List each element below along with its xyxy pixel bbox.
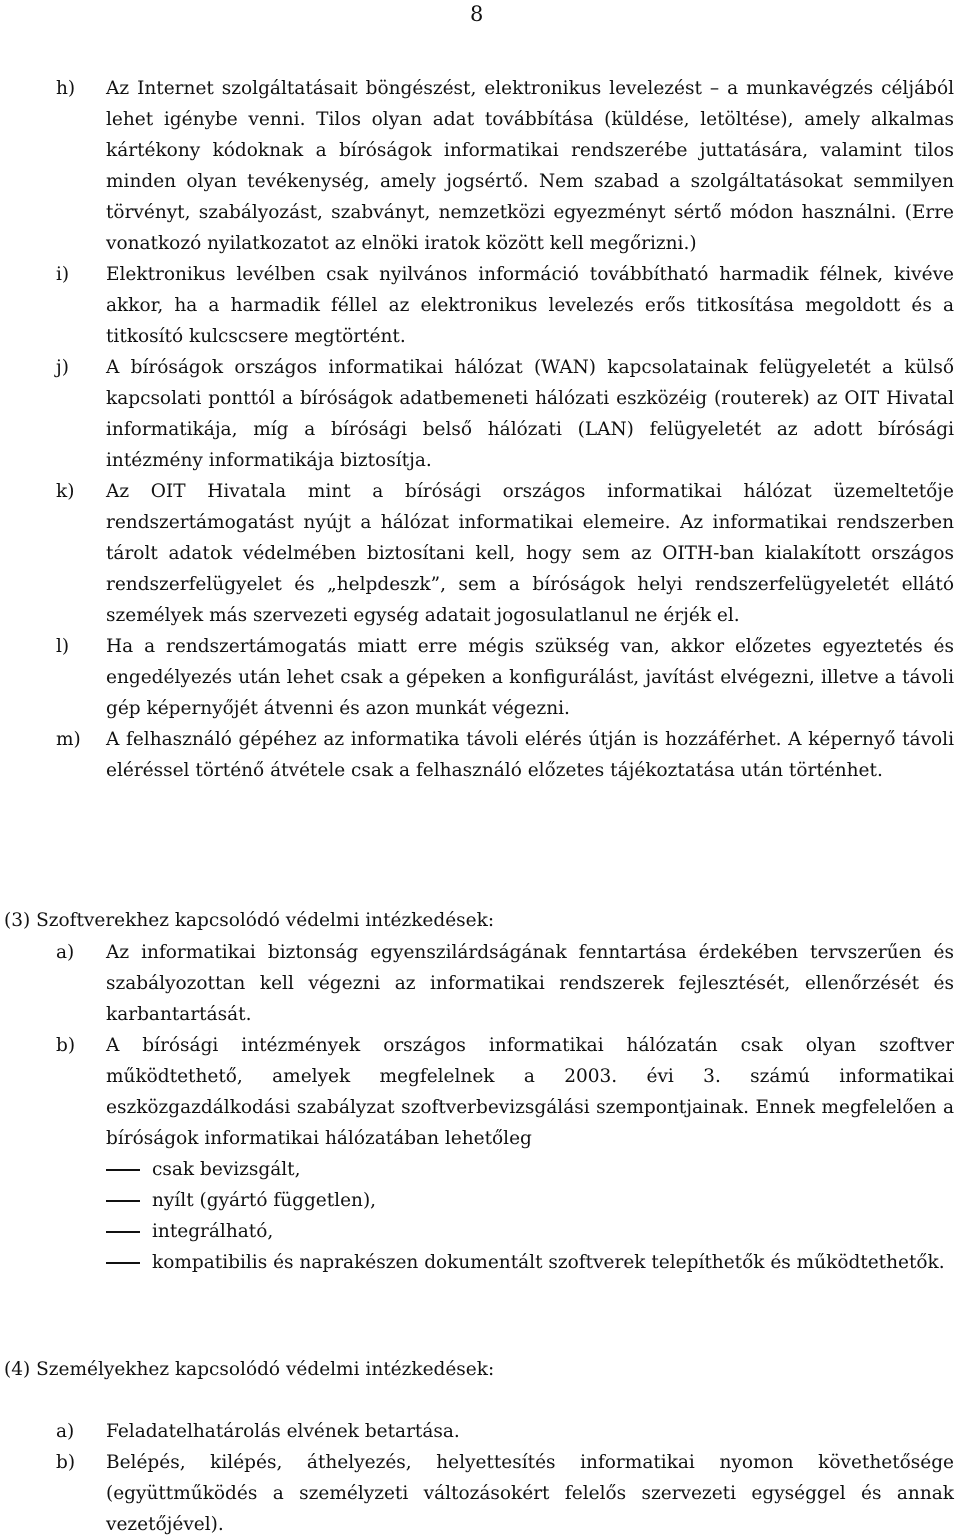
- item-marker: k): [56, 481, 75, 502]
- item-text: A bíróságok országos informatikai hálózat (WAN) kapcsolatainak felügyeletét a külső kapcsolati ponttól a bíróságok adatbemeneti hálózati eszközéig (routerek) az OIT Hivatal informatikája, míg a bírósági belső hálózati (LAN) felügyeletét az adott bírósági intézmény informatikája biztosítja.: [106, 357, 954, 471]
- item-marker: l): [56, 636, 70, 657]
- item-text: Az OIT Hivatala mint a bírósági országos informatikai hálózat üzemeltetője rendszertámogatást nyújt a hálózat informatikai elemeire. Az informatikai rendszerben tárolt adatok védelmében biztosítani kell, hogy sem az OITH-ban kialakított országos rendszerfelügyelet és „helpdeszk”, sem a bíróságok helyi rendszerfelügyeletét ellátó személyek más szervezeti egység adatait jogosulatlanul ne érjék el.: [106, 481, 954, 626]
- section-3-list: [56, 937, 954, 1278]
- list-item-i: [56, 259, 954, 352]
- list-item-k: [56, 476, 954, 631]
- section-3-heading: (3) Szoftverekhez kapcsolódó védelmi intézkedések:: [4, 910, 495, 931]
- dash-list-item: [106, 1154, 954, 1185]
- list-item-l: [56, 631, 954, 724]
- list-h-to-m: [56, 73, 954, 786]
- list-item-b: [56, 1447, 954, 1540]
- item-marker: a): [56, 1421, 75, 1442]
- item-text: Az informatikai biztonság egyenszilárdságának fenntartása érdekében tervszerűen és szabályozottan kell végezni az informatikai rendszerek fejlesztését, ellenőrzését és karbantartását.: [106, 942, 954, 1025]
- item-marker: b): [56, 1035, 76, 1056]
- dash-list-item: [106, 1185, 954, 1216]
- dash-item-text: csak bevizsgált,: [152, 1159, 301, 1180]
- item-marker: b): [56, 1452, 76, 1473]
- dash-item-text: kompatibilis és naprakészen dokumentált szoftverek telepíthetők és működtethetők.: [152, 1252, 945, 1273]
- dash-item-text: integrálható,: [152, 1221, 274, 1242]
- item-marker: i): [56, 264, 70, 285]
- section-4-list: [56, 1416, 954, 1540]
- item-text: Elektronikus levélben csak nyilvános információ továbbítható harmadik félnek, kivéve akkor, ha a harmadik féllel az elektronikus levelezés erős titkosítása megoldott és a titkosító kulcscsere megtörtént.: [106, 264, 954, 347]
- item-marker: a): [56, 942, 75, 963]
- list-item-b: [56, 1030, 954, 1154]
- item-text: A felhasználó gépéhez az informatika távoli elérés útján is hozzáférhet. A képernyő távoli eléréssel történő átvétele csak a felhasználó előzetes tájékoztatása után történhet.: [106, 729, 954, 781]
- item-text: Feladatelhatárolás elvének betartása.: [106, 1421, 460, 1442]
- item-text: Az Internet szolgáltatásait böngészést, elektronikus levelezést – a munkavégzés céljából lehet igénybe venni. Tilos olyan adat továbbítása (küldése, letöltése), amely alkalmas kártékony kódoknak a bíróságok informatikai rendszerébe juttatására, valamint tilos minden olyan tevékenység, amely jogsértő. Nem szabad a szolgáltatásokat semmilyen törvényt, szabályozást, szabványt, nemzetközi egyezményt sértő módon használni. (Erre vonatkozó nyilatkozatot az elnöki iratok között kell megőrizni.): [106, 78, 954, 254]
- dash-list: [106, 1154, 954, 1278]
- list-item-j: [56, 352, 954, 476]
- dash-bullet: [106, 1262, 140, 1264]
- dash-bullet: [106, 1200, 140, 1202]
- item-text: A bírósági intézmények országos informatikai hálózatán csak olyan szoftver működtethető, amelyek megfelelnek a 2003. évi 3. számú informatikai eszközgazdálkodási szabályzat szoftverbevizsgálási szempontjainak. Ennek megfelelően a bíróságok informatikai hálózatában lehetőleg: [106, 1035, 954, 1149]
- list-item-h: [56, 73, 954, 259]
- item-marker: h): [56, 78, 76, 99]
- list-item-a: [56, 937, 954, 1030]
- dash-bullet: [106, 1169, 140, 1171]
- item-text: Ha a rendszertámogatás miatt erre mégis szükség van, akkor előzetes egyeztetés és engedélyezés után lehet csak a gépeken a konfigurálást, javítást elvégezni, illetve a távoli gép képernyőjét átvenni és azon munkát végezni.: [106, 636, 954, 719]
- item-marker: m): [56, 729, 81, 750]
- dash-list-wrapper: [56, 1154, 954, 1278]
- item-marker: j): [56, 357, 69, 378]
- dash-list-item: [106, 1216, 954, 1247]
- item-text: Belépés, kilépés, áthelyezés, helyettesítés informatikai nyomon követhetősége (együttműködés a személyzeti változásokért felelős szervezeti egységgel és annak vezetőjével).: [106, 1452, 954, 1535]
- dash-list-item: [106, 1247, 954, 1278]
- dash-item-text: nyílt (gyártó független),: [152, 1190, 377, 1211]
- page-number: 8: [470, 2, 484, 26]
- list-item-m: [56, 724, 954, 786]
- section-4-heading: (4) Személyekhez kapcsolódó védelmi intézkedések:: [4, 1359, 495, 1380]
- list-item-a: [56, 1416, 954, 1447]
- dash-bullet: [106, 1231, 140, 1233]
